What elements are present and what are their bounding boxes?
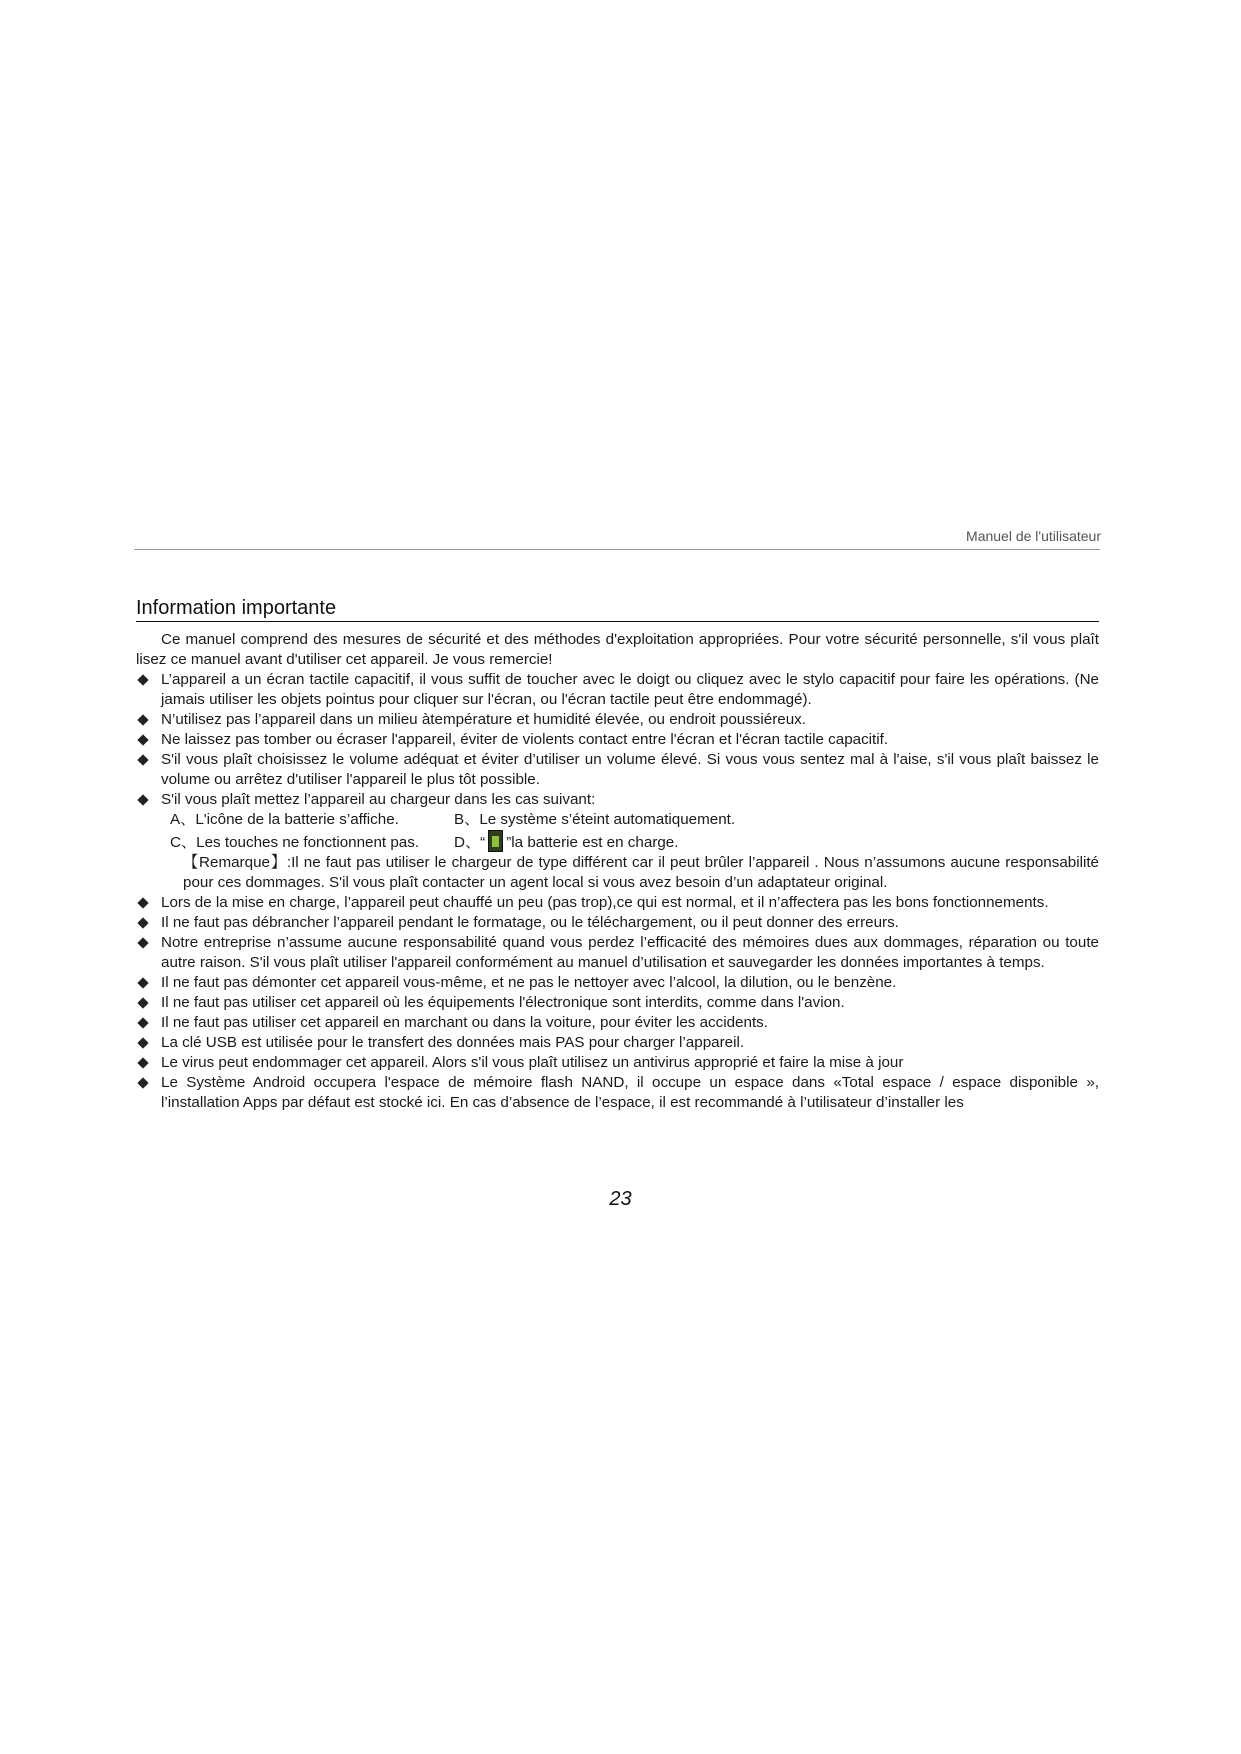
case-d	[454, 830, 678, 853]
list-item	[136, 710, 1099, 730]
diamond-bullet-icon	[137, 1077, 148, 1088]
list-item-text: S'il vous plaît choisissez le volume adéquat et éviter d’utiliser un volume élevé. Si vous vous sentez mal à l'aise, s'il vous plaît baissez le volume ou arrêtez d'utiliser l'appareil le plus tôt possible.	[161, 751, 1099, 788]
list-item	[136, 933, 1099, 973]
running-header: Manuel de l'utilisateur	[966, 528, 1101, 544]
list-item	[136, 1013, 1099, 1033]
battery-charging-icon	[488, 830, 503, 852]
case-d-suffix: ”la batterie est en charge.	[506, 834, 679, 851]
case-c: C、Les touches ne fonctionnent pas.	[170, 834, 420, 851]
list-item-text: Il ne faut pas utiliser cet appareil où les équipements l'électronique sont interdits, comme dans l'avion.	[161, 994, 845, 1011]
diamond-bullet-icon	[137, 937, 148, 948]
list-item-text: S'il vous plaît mettez l’appareil au chargeur dans les cas suivant:	[161, 791, 596, 808]
diamond-bullet-icon	[137, 1057, 148, 1068]
diamond-bullet-icon	[137, 977, 148, 988]
list-item-text: Ne laissez pas tomber ou écraser l'appareil, éviter de violents contact entre l'écran et l'écran tactile capacitif.	[161, 731, 889, 748]
list-item-text: Il ne faut pas utiliser cet appareil en marchant ou dans la voiture, pour éviter les accidents.	[161, 1014, 768, 1031]
diamond-bullet-icon	[137, 1037, 148, 1048]
list-item	[136, 670, 1099, 710]
case-b: B、Le système s’éteint automatiquement.	[454, 811, 736, 828]
intro-paragraph: Ce manuel comprend des mesures de sécurité et des méthodes d'exploitation appropriées. Pour votre sécurité personnelle, s'il vous plaît lisez ce manuel avant d'utiliser cet appareil. Je vous remercie!	[136, 631, 1099, 668]
case-d-prefix: D、“	[454, 834, 486, 851]
charger-cases-row-1	[161, 810, 1099, 830]
list-item	[136, 913, 1099, 933]
list-item	[136, 1073, 1099, 1113]
list-item	[136, 750, 1099, 790]
case-a: A、L'icône de la batterie s’affiche.	[170, 811, 399, 828]
list-item	[136, 973, 1099, 993]
list-item-text: Lors de la mise en charge, l’appareil peut chauffé un peu (pas trop),ce qui est normal, et il n’affectera pas les bons fonctionnements.	[161, 894, 1049, 911]
diamond-bullet-icon	[137, 997, 148, 1008]
list-item	[136, 893, 1099, 913]
list-item-text: Le Système Android occupera l'espace de mémoire flash NAND, il occupe un espace dans «Total espace / espace disponible », l’installation Apps par défaut est stocké ici. En cas d’absence de l’espace, il est recommandé à l’utilisateur d’installer les	[161, 1074, 1099, 1111]
list-item	[136, 1033, 1099, 1053]
charger-note: 【Remarque】:Il ne faut pas utiliser le chargeur de type différent car il peut brûler l’appareil . Nous n’assumons aucune responsabilité pour ces dommages. S'il vous plaît contacter un agent local si vous avez besoin d’un adaptateur original.	[183, 854, 1099, 891]
diamond-bullet-icon	[137, 674, 148, 685]
charger-list-item	[136, 790, 1099, 893]
list-item-text: Le virus peut endommager cet appareil. Alors s'il vous plaît utilisez un antivirus approprié et faire la mise à jour	[161, 1054, 904, 1071]
header-divider	[134, 549, 1100, 550]
list-item-text: L’appareil a un écran tactile capacitif, il vous suffit de toucher avec le doigt ou cliquez avec le stylo capacitif pour faire les opérations. (Ne jamais utiliser les objets pointus pour cliquer sur l'écran, ou l'écran tactile peut être endommagé).	[161, 671, 1099, 708]
page-number: 23	[609, 1188, 632, 1210]
list-item-text: Il ne faut pas démonter cet appareil vous-même, et ne pas le nettoyer avec l’alcool, la dilution, ou le benzène.	[161, 974, 897, 991]
diamond-bullet-icon	[137, 794, 148, 805]
list-item	[136, 993, 1099, 1013]
precautions-list	[136, 670, 1099, 1113]
diamond-bullet-icon	[137, 917, 148, 928]
list-item-text: Il ne faut pas débrancher l’appareil pendant le formatage, ou le téléchargement, ou il peut donner des erreurs.	[161, 914, 899, 931]
diamond-bullet-icon	[137, 734, 148, 745]
diamond-bullet-icon	[137, 897, 148, 908]
diamond-bullet-icon	[137, 1017, 148, 1028]
list-item-text: Notre entreprise n’assume aucune responsabilité quand vous perdez l’efficacité des mémoires dues aux dommages, réparation ou toute autre raison. S'il vous plaît utiliser l'appareil conformément au manuel d’utilisation et sauvegarder les données importantes à temps.	[161, 934, 1099, 971]
charger-cases-row-2	[161, 830, 1099, 853]
document-body	[136, 630, 1099, 1113]
list-item-text: La clé USB est utilisée pour le transfert des données mais PAS pour charger l’appareil.	[161, 1034, 745, 1051]
list-item	[136, 730, 1099, 750]
section-title: Information importante	[136, 597, 1099, 622]
diamond-bullet-icon	[137, 754, 148, 765]
diamond-bullet-icon	[137, 714, 148, 725]
list-item	[136, 1053, 1099, 1073]
list-item-text: N’utilisez pas l’appareil dans un milieu àtempérature et humidité élevée, ou endroit poussiéreux.	[161, 711, 806, 728]
